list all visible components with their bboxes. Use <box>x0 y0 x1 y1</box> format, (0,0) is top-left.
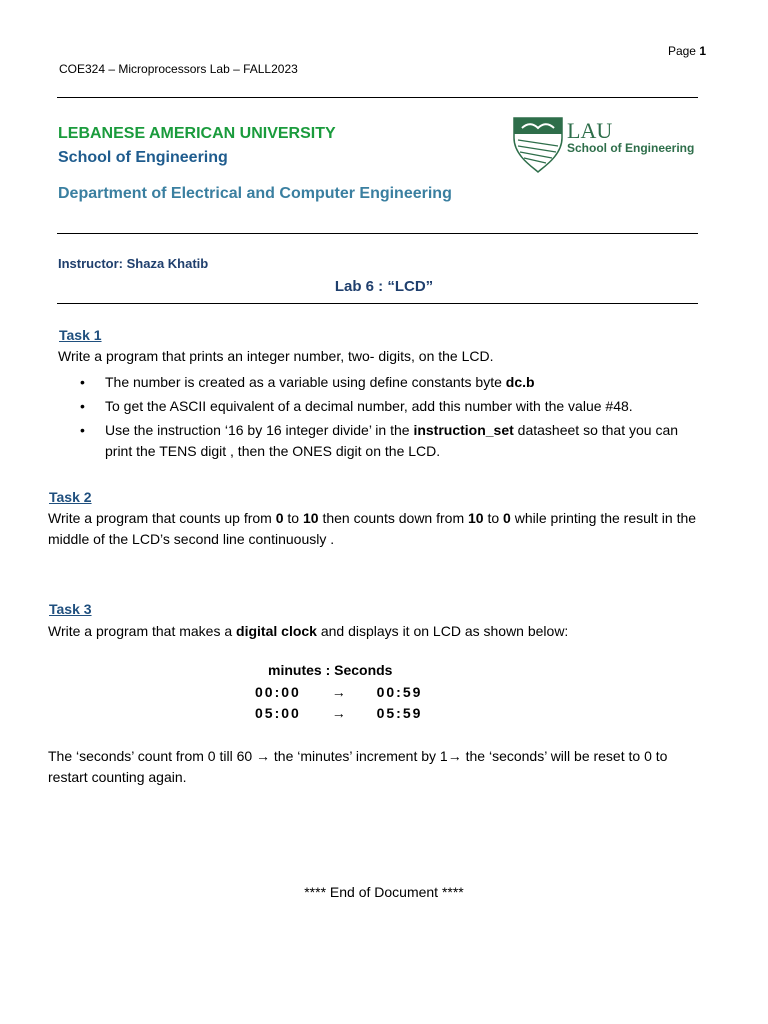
task1-bullet-2: • To get the ASCII equivalent of a decimal number, add this number with the value #48. <box>58 396 708 417</box>
clock-row-1-from: 00:00 <box>255 684 301 700</box>
course-header: COE324 – Microprocessors Lab – FALL2023 <box>59 62 298 76</box>
task3-explanation: The ‘seconds’ count from 0 till 60 → the ‘minutes’ increment by 1→ the ‘seconds’ will be reset to 0 to restart counting again. <box>48 748 668 785</box>
page-number: 1 <box>699 44 706 58</box>
task2-text: Write a program that counts up from 0 to 10 then counts down from 10 to 0 while printing the result in the middle of the LCD’s second line continuously . <box>48 510 697 547</box>
lau-logo <box>512 116 702 174</box>
page-number-label <box>668 44 706 58</box>
task1-bullet-3: • Use the instruction ‘16 by 16 integer divide’ in the instruction_set datasheet so that you can print the TENS digit , then the ONES digit on the LCD. <box>58 420 708 462</box>
clock-row-2 <box>255 705 422 721</box>
task1-bullet-1: • The number is created as a variable using define constants byte dc.b <box>58 372 708 393</box>
department-name: Department of Electrical and Computer Engineering <box>58 185 452 202</box>
clock-row-2-to: 05:59 <box>376 705 423 721</box>
logo-text: LAU <box>567 118 613 143</box>
school-name: School of Engineering <box>58 149 228 166</box>
task3-text: Write a program that makes a digital clock and displays it on LCD as shown below: <box>48 623 569 639</box>
clock-row-1-to: 00:59 <box>376 684 423 700</box>
arrow-icon: → <box>256 748 271 764</box>
arrow-icon: → <box>331 684 346 700</box>
task2-heading: Task 2 <box>49 489 92 505</box>
header-divider <box>57 97 698 98</box>
masthead-divider <box>57 233 698 234</box>
task1-bullets <box>58 372 708 465</box>
title-divider <box>57 303 698 304</box>
clock-row-2-from: 05:00 <box>255 705 301 721</box>
task1-intro: Write a program that prints an integer number, two- digits, on the LCD. <box>58 348 494 364</box>
task3-heading: Task 3 <box>49 601 92 617</box>
clock-row-1 <box>255 684 422 700</box>
lab-title: Lab 6 : “LCD” <box>334 278 434 295</box>
lau-shield-icon <box>512 116 702 174</box>
instructor-line: Instructor: Shaza Khatib <box>58 256 209 271</box>
arrow-icon: → <box>331 705 346 721</box>
end-of-document: **** End of Document **** <box>304 884 464 900</box>
page-prefix: Page <box>667 44 696 58</box>
clock-header: minutes : Seconds <box>268 662 393 678</box>
arrow-icon: → <box>447 748 462 764</box>
logo-subtext: School of Engineering <box>567 141 695 155</box>
task1-heading: Task 1 <box>59 327 102 343</box>
university-name: LEBANESE AMERICAN UNIVERSITY <box>58 125 336 142</box>
